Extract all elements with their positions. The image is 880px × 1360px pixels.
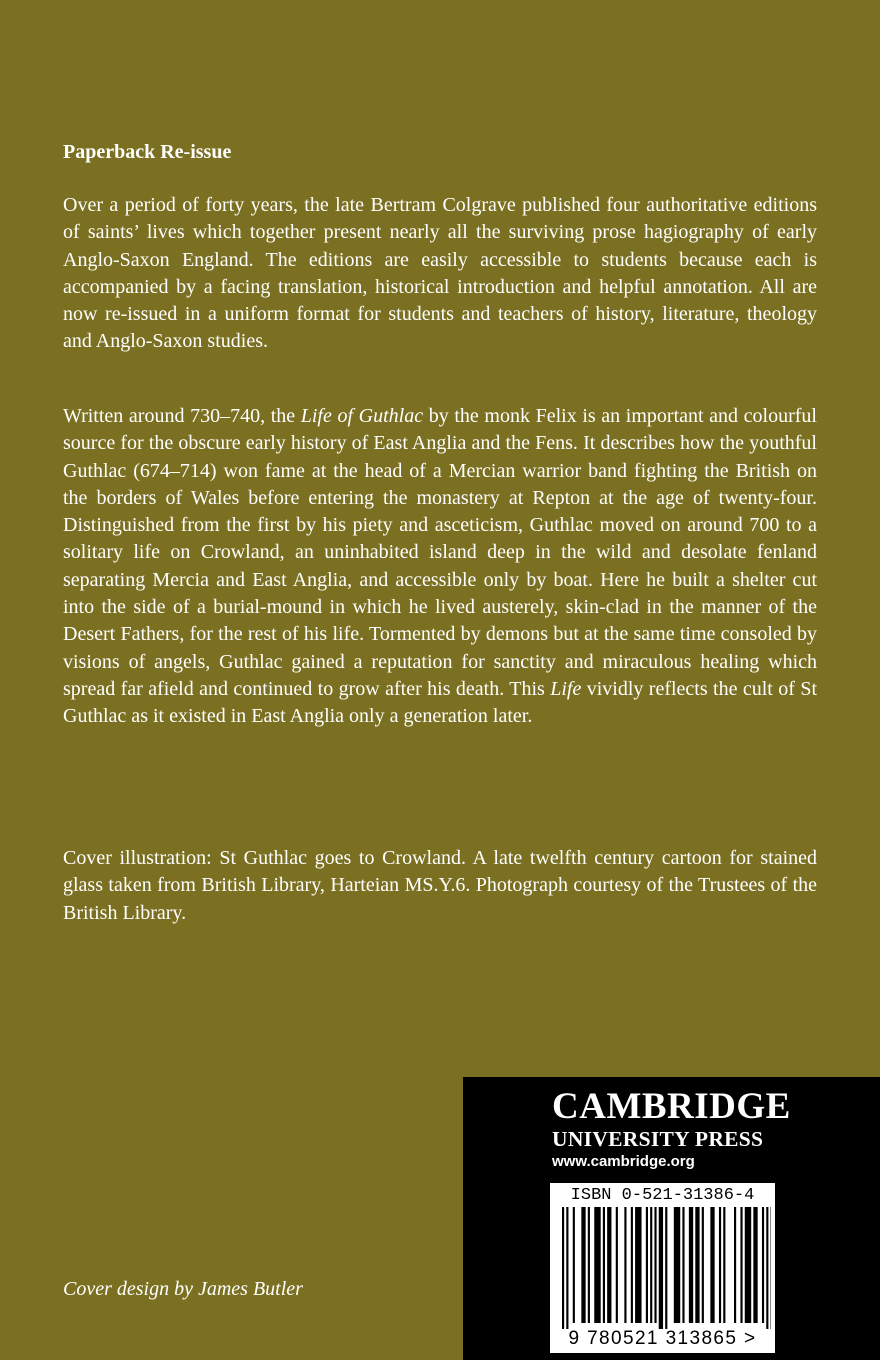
- barcode-bar: [702, 1207, 704, 1323]
- publisher-name-text: CAMBRIDGE: [552, 1086, 791, 1127]
- barcode-bar: [607, 1207, 611, 1323]
- publisher-block: [463, 1077, 880, 1360]
- book-description-text-1: Written around 730–740, the: [63, 405, 301, 427]
- ean-digits: 9 780521 313865 >: [568, 1328, 757, 1349]
- barcode-bar: [674, 1207, 680, 1323]
- barcode-bar: [695, 1207, 699, 1323]
- publisher-subtitle: [552, 1127, 763, 1151]
- book-description-text-3: vividly reflects the cult of St Guthlac as it existed in East Anglia only a generation later.: [63, 677, 818, 728]
- barcode-bar: [624, 1207, 626, 1323]
- barcode-bar: [603, 1207, 605, 1323]
- barcode-bar: [710, 1207, 714, 1323]
- book-description: [63, 403, 817, 731]
- barcode-bar: [594, 1207, 600, 1323]
- book-title: Life of Guthlac: [300, 405, 424, 427]
- barcode-bar: [745, 1207, 751, 1323]
- book-description-text-2: by the monk Felix is an important and colourful source for the obscure early history of East Anglia and the Fens. It describes how the youthful Guthlac (674–714) won fame at the head of a Mercian warrior band fighting the British on the borders of Wales before entering the monastery at Repton at the age of twenty-four. Distinguished from the first by his piety and asceticism, Guthlac moved on around 700 to a solitary life on Crowland, an uninhabited island deep in the wild and desolate fenland separating Mercia and East Anglia, and accessible only by boat. Here he built a shelter cut into the side of a burial-mound in which he lived austerely, skin-clad in the manner of the Desert Fathers, for the rest of his life. Tormented by demons but at the same time consoled by visions of angels, Guthlac gained a reputation for sanctity and miraculous healing which spread far afield and continued to grow after his death. This: [63, 405, 817, 700]
- isbn-label: ISBN 0-521-31386-4: [570, 1186, 755, 1205]
- barcode-box: [550, 1183, 775, 1353]
- barcode-icon: [554, 1207, 771, 1329]
- barcode-bar: [646, 1207, 648, 1323]
- barcode-bar: [566, 1207, 568, 1329]
- series-description: Over a period of forty years, the late Bertram Colgrave published four authoritative editions of saints’ lives which together present nearly all the surviving prose hagiography of early Anglo-Saxon England. The editions are easily accessible to students because each is accompanied by a facing translation, historical introduction and helpful annotation. All are now re-issued in a uniform format for students and teachers of history, literature, theology and Anglo-Saxon studies.: [63, 194, 817, 353]
- publisher-subtitle-text: UNIVERSITY PRESS: [552, 1127, 764, 1151]
- barcode-bar: [734, 1207, 736, 1323]
- publisher-name: [552, 1087, 791, 1127]
- barcode-bar: [659, 1207, 663, 1329]
- barcode-bar: [682, 1207, 684, 1323]
- barcode-bar: [631, 1207, 633, 1323]
- barcode-bar: [581, 1207, 585, 1323]
- barcode-bar: [753, 1207, 757, 1323]
- barcode-bar: [573, 1207, 575, 1323]
- barcode-bar: [689, 1207, 693, 1323]
- section-heading: Paperback Re-issue: [63, 141, 232, 163]
- barcode-bar: [723, 1207, 725, 1323]
- barcode-bar: [654, 1207, 656, 1323]
- publisher-url: www.cambridge.org: [552, 1153, 695, 1170]
- barcode-bar: [766, 1207, 768, 1329]
- barcode-bar: [588, 1207, 590, 1323]
- book-title-short: Life: [550, 677, 582, 700]
- barcode-bar: [616, 1207, 618, 1323]
- barcode-bar: [740, 1207, 742, 1323]
- barcode-bar: [665, 1207, 667, 1329]
- barcode-bar: [635, 1207, 641, 1323]
- barcode-bar: [562, 1207, 564, 1329]
- barcode-bar: [719, 1207, 721, 1323]
- cover-design-credit: Cover design by James Butler: [63, 1278, 303, 1300]
- cover-illustration-note: Cover illustration: St Guthlac goes to Crowland. A late twelfth century cartoon for stained glass taken from British Library, Harteian MS.Y.6. Photograph courtesy of the Trustees of the British Library.: [63, 847, 817, 924]
- barcode-bar: [650, 1207, 652, 1323]
- barcode-bar: [762, 1207, 764, 1323]
